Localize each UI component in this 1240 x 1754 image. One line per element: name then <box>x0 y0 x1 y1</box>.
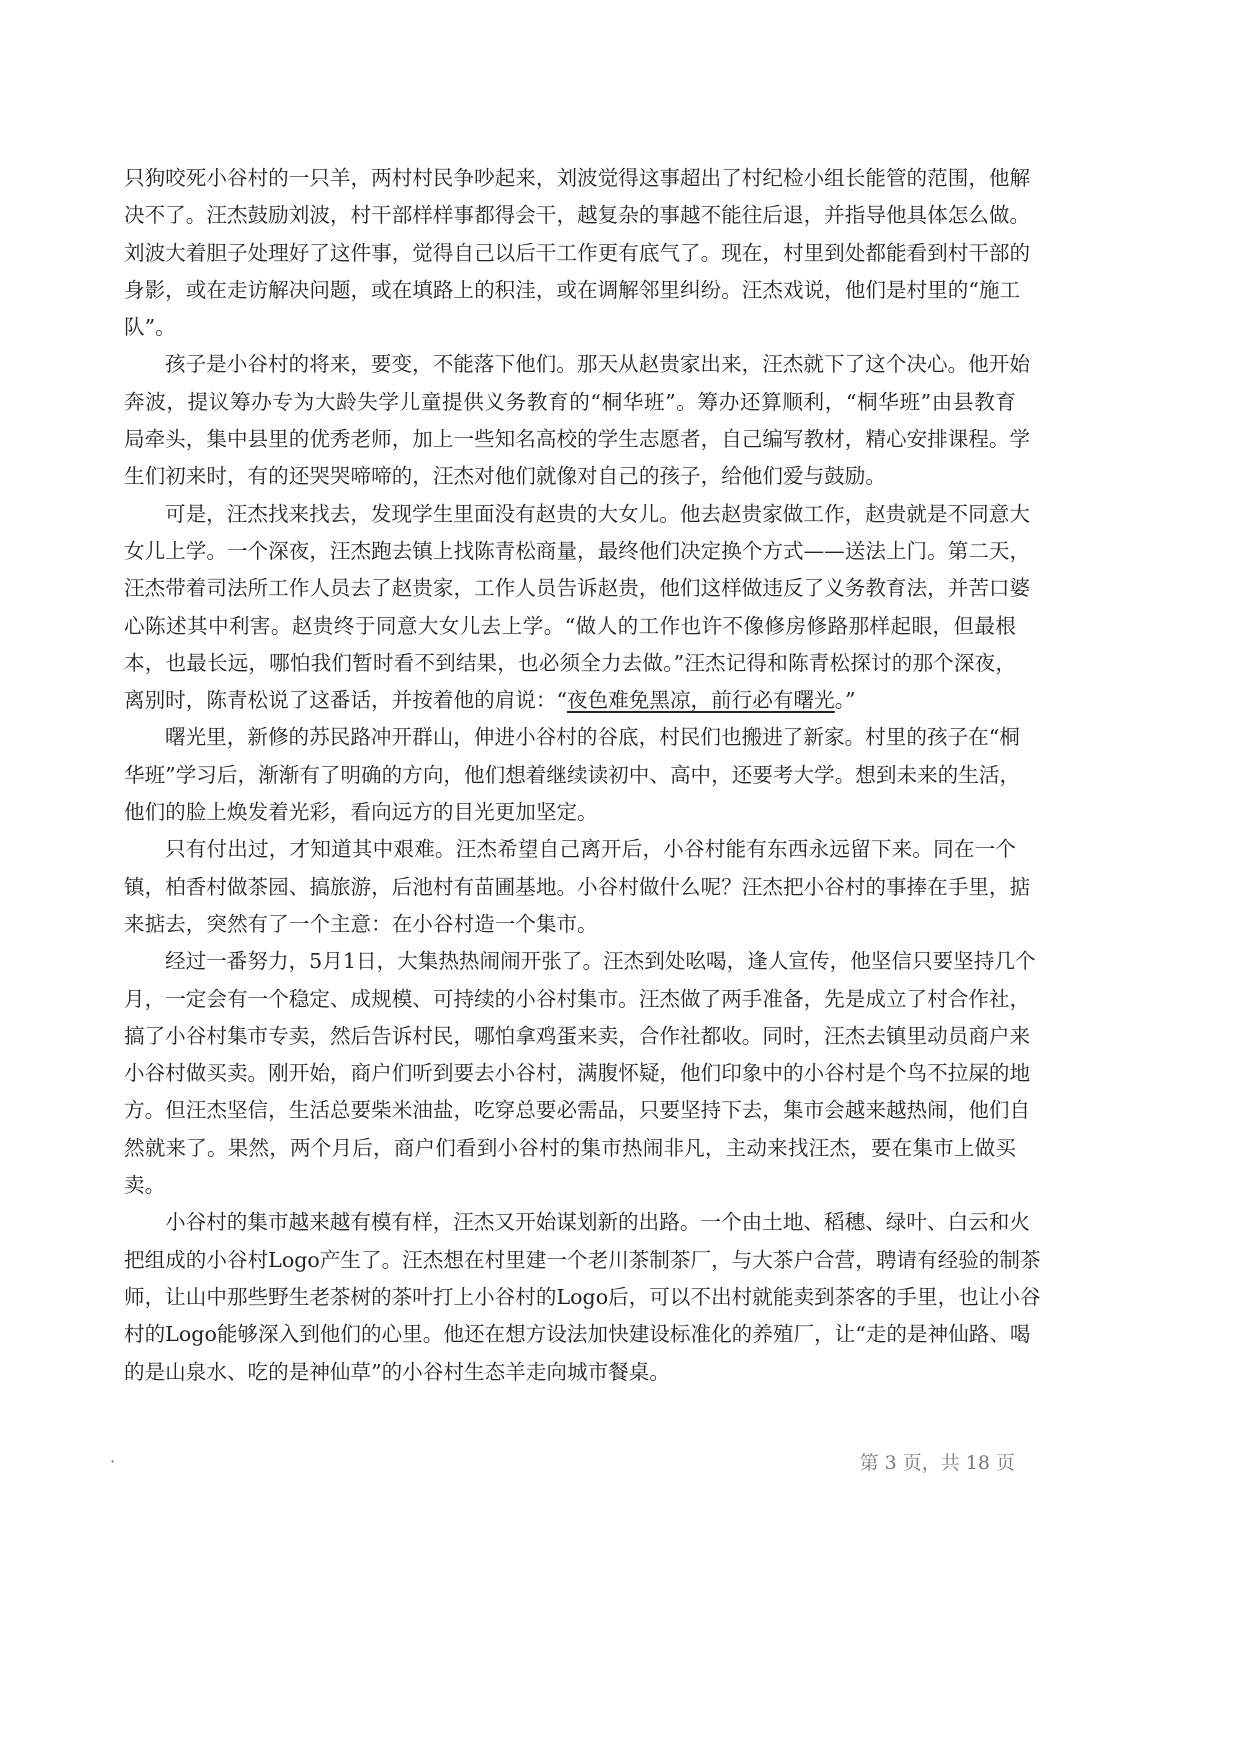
text-segment: 心陈述其中利害。赵贵终于同意大女儿去上学。“做人的工作也许不像修房修路那样起眼，但最根 <box>124 613 1016 638</box>
text-line <box>124 1316 1031 1353</box>
text-segment: 来掂去，突然有了一个主意：在小谷村造一个集市。 <box>124 911 598 936</box>
text-segment: 生们初来时，有的还哭哭啼啼的，汪杰对他们就像对自己的孩子，给他们爱与鼓励。 <box>124 464 886 489</box>
text-segment: 队”。 <box>124 315 176 340</box>
text-line <box>124 757 1021 794</box>
underlined-text: 夜色难免黑凉，前行必有曙光 <box>567 688 835 713</box>
text-line <box>124 943 1036 980</box>
text-segment: 汪杰带着司法所工作人员去了赵贵家，工作人员告诉赵贵，他们这样做违反了义务教育法，并苦口婆 <box>124 576 1031 601</box>
paragraph <box>124 719 1021 831</box>
text-segment: 曙光里，新修的苏民路冲开群山，伸进小谷村的谷底，村民们也搬进了新家。村里的孩子在“桐 <box>165 725 1020 750</box>
text-line <box>124 981 1031 1018</box>
text-segment: 搞了小谷村集市专卖，然后告诉村民，哪怕拿鸡蛋来卖，合作社都收。同时，汪杰去镇里动员商户来 <box>124 1023 1031 1048</box>
text-segment: 他们的脸上焕发着光彩，看向远方的目光更加坚定。 <box>124 800 598 825</box>
text-segment: 村的Logo能够深入到他们的心里。他还在想方设法加快建设标准化的养殖厂，让“走的是神仙路、喝 <box>124 1322 1031 1347</box>
paragraph <box>124 1204 1041 1390</box>
text-segment: 把组成的小谷村Logo产生了。汪杰想在村里建一个老川茶制茶厂，与大茶户合营，聘请有经验的制茶 <box>124 1247 1041 1272</box>
text-segment: 决不了。汪杰鼓励刘波，村干部样样事都得会干，越复杂的事越不能往后退，并指导他具体怎么做。 <box>124 203 1031 228</box>
paragraph <box>124 496 1031 720</box>
paragraph <box>124 831 1031 943</box>
text-segment: 只狗咬死小谷村的一只羊，两村村民争吵起来，刘波觉得这事超出了村纪检小组长能管的范围，他解 <box>124 166 1031 190</box>
text-line <box>124 1092 1031 1129</box>
text-segment: 身影，或在走访解决问题，或在填路上的积洼，或在调解邻里纠纷。汪杰戏说，他们是村里的“施工 <box>124 277 1021 302</box>
text-segment: 小谷村做买卖。刚开始，商户们听到要去小谷村，满腹怀疑，他们印象中的小谷村是个鸟不拉屎的地 <box>124 1061 1031 1086</box>
text-line <box>124 496 1030 533</box>
text-line <box>124 1242 1041 1279</box>
text-segment: 可是，汪杰找来找去，发现学生里面没有赵贵的大女儿。他去赵贵家做工作，赵贵就是不同意大 <box>165 501 1030 526</box>
text-line <box>124 1130 1016 1167</box>
text-segment: 华班”学习后，渐渐有了明确的方向，他们想着继续读初中、高中，还要考大学。想到未来的生活， <box>124 762 1021 787</box>
text-line <box>124 346 1030 383</box>
text-segment: 刘波大着胆子处理好了这件事，觉得自己以后干工作更有底气了。现在，村里到处都能看到村干部的 <box>124 240 1031 265</box>
text-line <box>124 1204 1030 1241</box>
text-segment: 孩子是小谷村的将来，要变，不能落下他们。那天从赵贵家出来，汪杰就下了这个决心。他开始 <box>165 352 1030 377</box>
text-segment: 离别时，陈青松说了这番话，并按着他的肩说：“ <box>124 688 567 713</box>
text-segment: 小谷村的集市越来越有模有样，汪杰又开始谋划新的出路。一个由土地、稻穗、绿叶、白云和火 <box>165 1210 1030 1235</box>
text-line <box>124 682 1016 719</box>
text-segment: 奔波，提议筹办专为大龄失学儿童提供义务教育的“桐华班”。筹办还算顺利，“桐华班”由县教育 <box>124 389 1016 414</box>
text-line <box>124 1167 1016 1204</box>
text-segment: 然就来了。果然，两个月后，商户们看到小谷村的集市热闹非凡，主动来找汪杰，要在集市上做买 <box>124 1135 1016 1160</box>
text-line <box>124 794 1016 831</box>
text-line <box>124 1354 1016 1391</box>
text-line <box>124 831 1016 868</box>
text-line <box>124 309 1016 346</box>
text-segment: 卖。 <box>124 1173 166 1198</box>
paragraph <box>124 160 1031 346</box>
text-segment: 的是山泉水、吃的是神仙草”的小谷村生态羊走向城市餐桌。 <box>124 1359 670 1384</box>
text-line <box>124 645 1016 682</box>
paragraph <box>124 943 1036 1204</box>
text-line <box>124 458 1016 495</box>
text-line <box>124 1055 1031 1092</box>
text-segment: 女儿上学。一个深夜，汪杰跑去镇上找陈青松商量，最终他们决定换个方式——送法上门。第二天， <box>124 538 1031 563</box>
text-line <box>124 608 1016 645</box>
text-line <box>124 272 1021 309</box>
text-line <box>124 421 1031 458</box>
paragraph <box>124 346 1031 495</box>
text-line <box>124 869 1031 906</box>
text-line <box>124 1018 1031 1055</box>
text-segment: 师，让山中那些野生老茶树的茶叶打上小谷村的Logo后，可以不出村就能卖到茶客的手里，也让小谷 <box>124 1284 1041 1309</box>
text-segment: 方。但汪杰坚信，生活总要柴米油盐，吃穿总要必需品，只要坚持下去，集市会越来越热闹，他们自 <box>124 1098 1031 1123</box>
text-line <box>124 1279 1041 1316</box>
text-line <box>124 533 1031 570</box>
text-line <box>124 160 1031 197</box>
text-segment: 局牵头，集中县里的优秀老师，加上一些知名高校的学生志愿者，自己编写教材，精心安排课程。学 <box>124 427 1031 452</box>
text-segment: 本，也最长远，哪怕我们暂时看不到结果，也必须全力去做。”汪杰记得和陈青松探讨的那个深夜， <box>124 650 1016 675</box>
text-segment: 镇，柏香村做茶园、搞旅游，后池村有苗圃基地。小谷村做什么呢？汪杰把小谷村的事捧在手里，掂 <box>124 874 1031 899</box>
text-line <box>124 235 1031 272</box>
text-line <box>124 570 1031 607</box>
text-segment: 。” <box>834 688 856 713</box>
page-number: 第 3 页，共 18 页 <box>859 1452 1015 1474</box>
document-body <box>124 160 1041 1391</box>
text-segment: 经过一番努力，5月1日，大集热热闹闹开张了。汪杰到处吆喝，逢人宣传，他坚信只要坚持几个 <box>165 949 1036 974</box>
text-line <box>124 384 1016 421</box>
text-line <box>124 719 1020 756</box>
footer-dot: · <box>110 1452 116 1471</box>
text-segment: 月，一定会有一个稳定、成规模、可持续的小谷村集市。汪杰做了两手准备，先是成立了村合作社， <box>124 986 1031 1011</box>
text-line <box>124 197 1031 234</box>
text-segment: 只有付出过，才知道其中艰难。汪杰希望自己离开后，小谷村能有东西永远留下来。同在一个 <box>165 837 1016 862</box>
text-line <box>124 906 1016 943</box>
